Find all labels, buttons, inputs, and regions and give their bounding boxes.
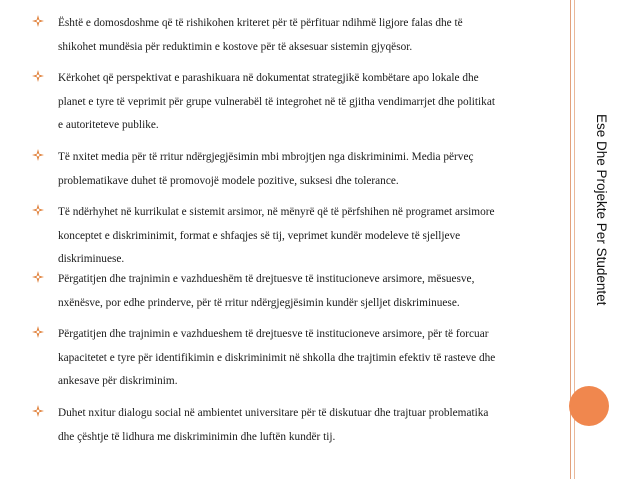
sidebar-title: Ese Dhe Projekte Per Studentet bbox=[594, 114, 609, 306]
list-item bbox=[32, 323, 552, 394]
item-text-line: Kërkohet që perspektivat e parashikuara në dokumentat strategjikë kombëtare apo lokale dhe bbox=[58, 72, 479, 85]
diamond-flower-bullet-icon bbox=[32, 149, 44, 161]
item-text-line: dhe çështje të lidhura me diskriminimin dhe luftën kundër tij. bbox=[58, 430, 336, 443]
item-text-line: Të nxitet media për të rritur ndërgjegjësimin mbi mbrojtjen nga diskriminimi. Media përveç bbox=[58, 150, 474, 163]
diamond-flower-bullet-icon bbox=[32, 271, 44, 283]
diamond-flower-bullet-icon bbox=[32, 405, 44, 417]
list-item bbox=[32, 12, 552, 59]
list-item bbox=[32, 402, 552, 449]
list-item bbox=[32, 67, 552, 138]
item-text-line: planet e tyre të veprimit për grupe vulnerabël të integrohet në të gjitha vendimarrjet dhe politikat bbox=[58, 95, 495, 108]
item-text-line: e autoriteteve publike. bbox=[58, 119, 159, 132]
item-text-line: ankesave për diskriminim. bbox=[58, 375, 178, 388]
diamond-flower-bullet-icon bbox=[32, 204, 44, 216]
item-text-line: Duhet nxitur dialogu social në ambientet universitare për të diskutuar dhe trajtuar problematika bbox=[58, 406, 489, 419]
item-text-line: kapacitetet e tyre për identifikimin e diskriminimit në shkolla dhe trajtimin efektiv të rasteve dhe bbox=[58, 351, 496, 364]
list-item bbox=[32, 268, 552, 315]
item-text-line: Përgatitjen dhe trajnimin e vazhdueshem të drejtuesve të institucioneve arsimore, për të forcuar bbox=[58, 328, 489, 341]
diamond-flower-bullet-icon bbox=[32, 326, 44, 338]
item-text-line: shikohet mundësia për reduktimin e kostove për të aksesuar sistemin gjyqësor. bbox=[58, 40, 413, 53]
list-item bbox=[32, 201, 552, 272]
item-text-line: diskriminuese. bbox=[58, 253, 125, 266]
list-item bbox=[32, 146, 552, 193]
item-text-line: Të ndërhyhet në kurrikulat e sistemit arsimor, në mënyrë që të përfshihen në programet arsimore bbox=[58, 206, 495, 219]
bullet-list bbox=[32, 12, 552, 457]
item-text-line: problematikave duhet të promovojë modele pozitive, suksesi dhe tolerance. bbox=[58, 174, 399, 187]
decorative-circle bbox=[569, 386, 609, 426]
item-text-line: nxënësve, por edhe prinderve, për të rritur ndërgjegjësimin kundër sjelljet diskriminuese. bbox=[58, 296, 460, 309]
item-text-line: Është e domosdoshme që të rishikohen kriteret për të përfituar ndihmë ligjore falas dhe të bbox=[58, 17, 463, 29]
item-text-line: konceptet e diskriminimit, format e shfaqjes së tij, veprimet kundër modeleve të sjelljeve bbox=[58, 229, 461, 242]
item-text-line: Përgatitjen dhe trajnimin e vazhdueshëm të drejtuesve të institucioneve arsimore, mësuesve, bbox=[58, 272, 475, 285]
diamond-flower-bullet-icon bbox=[32, 70, 44, 82]
diamond-flower-bullet-icon bbox=[32, 15, 44, 27]
